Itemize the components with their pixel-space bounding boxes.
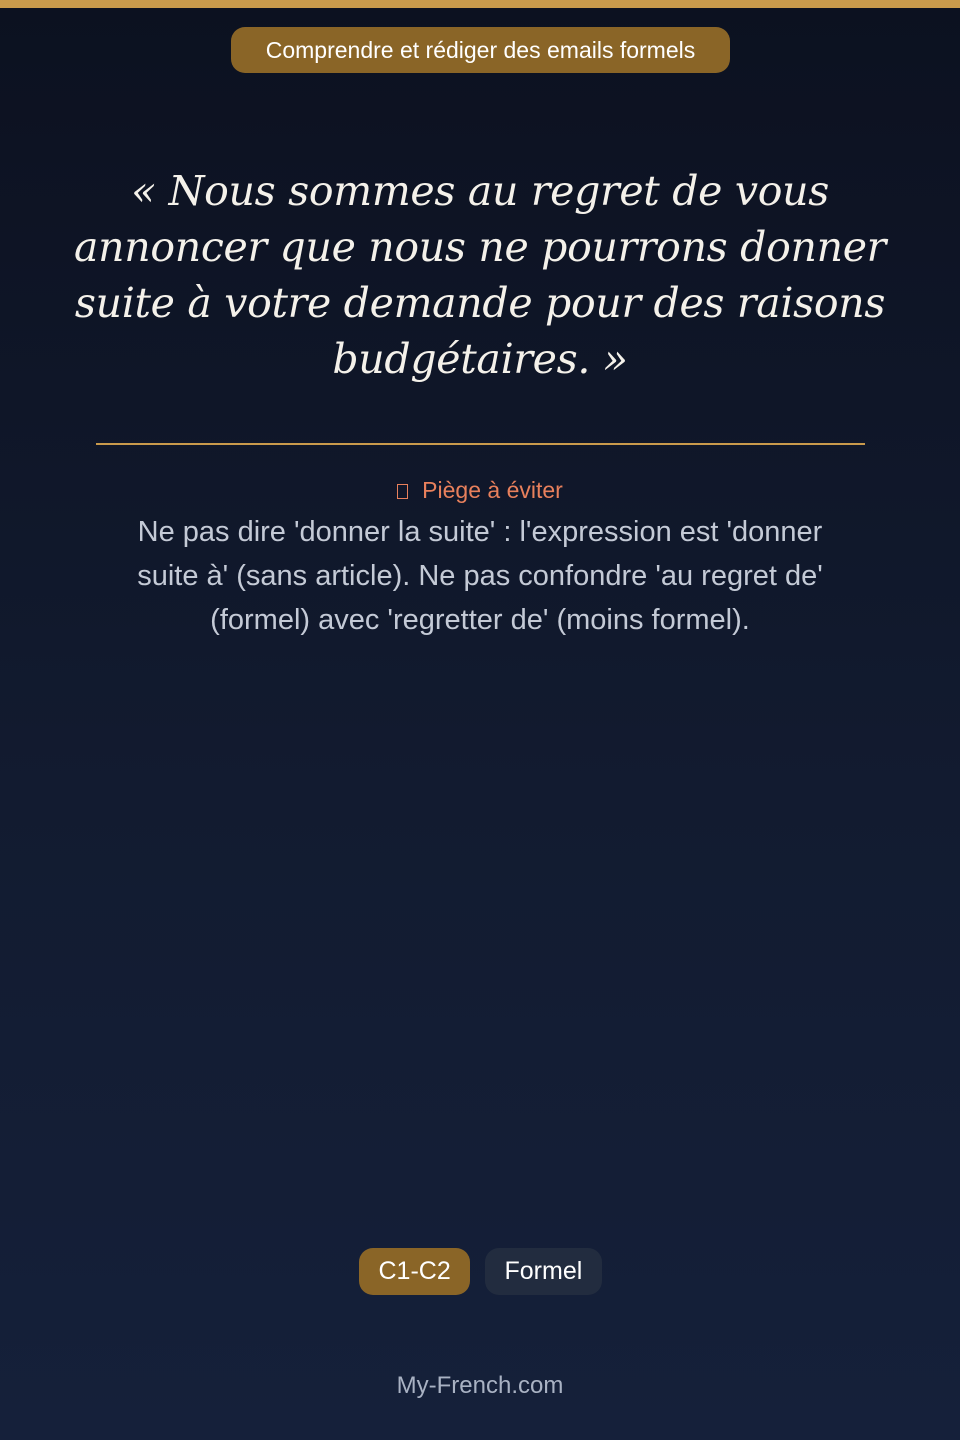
level-tag: C1-C2 (359, 1248, 470, 1295)
tag-list (0, 1248, 960, 1295)
register-tag: Formel (485, 1248, 602, 1295)
pitfall-heading (0, 476, 960, 504)
pitfall-text: Ne pas dire 'donner la suite' : l'expression est 'donner suite à' (sans article). Ne pas confondre 'au regret de' (formel) avec 'regretter de' (moins formel). (137, 516, 823, 636)
top-accent-bar (0, 0, 960, 8)
example-quote: « Nous sommes au regret de vous annoncer que nous ne pourrons donner suite à votre demande pour des raisons budgétaires. » (74, 167, 886, 383)
topic-badge: Comprendre et rédiger des emails formels (231, 27, 730, 73)
pitfall-heading-label: Piège à éviter (422, 477, 563, 503)
warning-icon (397, 484, 408, 499)
divider (96, 443, 865, 445)
footer-brand: My-French.com (396, 1372, 564, 1399)
